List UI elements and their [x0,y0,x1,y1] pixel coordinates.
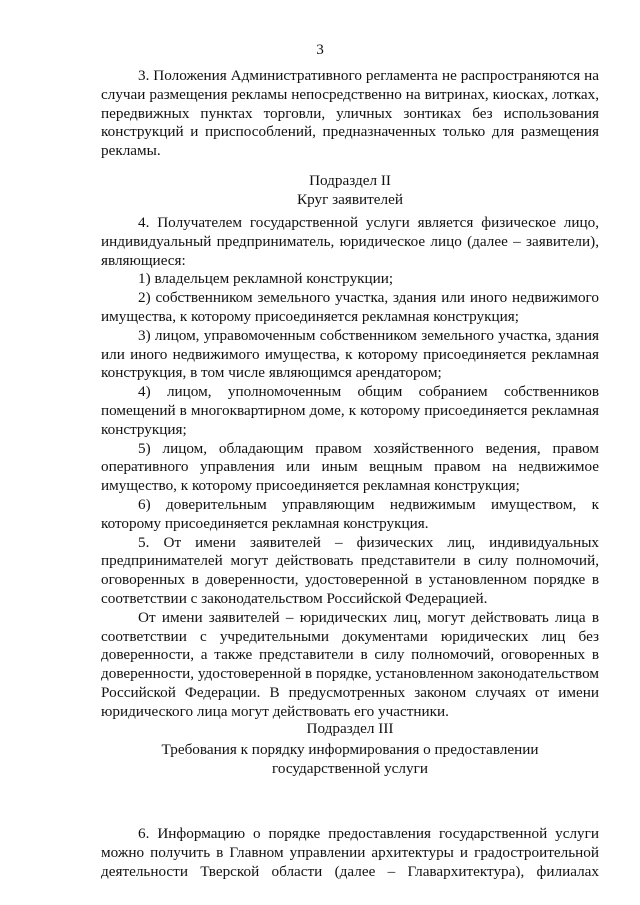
list-item-2: 2) собственником земельного участка, здания или иного недвижимого имущества, к которому присоединяется рекламная конструкция; [101,289,599,325]
paragraph-5: 5. От имени заявителей – физических лиц, индивидуальных предпринимателей могут действовать представители в силу полномочий, оговоренных в доверенности, удостоверенной в установленном порядке в соответствии с законодательством Российской Федерацией. [101,533,599,607]
list-item-6: 6) доверительным управляющим недвижимым имуществом, к которому присоединяется рекламная конструкция. [101,495,599,532]
paragraph-block-1 [101,67,599,161]
subsection-3-title: Подраздел III [306,720,394,737]
list-item-3: 3) лицом, управомоченным собственником земельного участка, здания или иного недвижимого имущества, к которому присоединяется рекламная конструкция, в том числе являющимся арендатором; [101,326,599,382]
paragraph-block-3 [101,825,599,881]
list-item-5: 5) лицом, обладающим правом хозяйственного ведения, правом оперативного управления или иным вещным правом на недвижимое имущество, к которому присоединяется рекламная конструкция; [101,439,599,495]
paragraph-4: 4. Получателем государственной услуги является физическое лицо, индивидуальный предприниматель, юридическое лицо (далее – заявители), являющиеся: [101,214,599,269]
page-number: 3 [316,41,324,58]
list-item-4: 4) лицом, уполномоченным общим собранием собственников помещений в многоквартирном доме, к которому присоединяется рекламная конструкция; [101,383,599,438]
paragraph-block-2 [101,214,599,722]
paragraph-5-continued: От имени заявителей – юридических лиц, могут действовать лица в соответствии с учредительными документами юридических лиц без доверенности, а также представители в силу полномочий, оговоренных в доверенности, удостоверенной в порядке, установленном законодательством Российской Федерации. В предусмотренных законом случаях от имени юридического лица могут действовать его участники. [101,608,599,720]
paragraph-6: 6. Информацию о порядке предоставления государственной услуги можно получить в Главном управлении архитектуры и градостроительной деятельности Тверской области (далее – Главархитектура), филиалах [101,825,599,880]
subsection-3-subtitle-line-1: Требования к порядку информирования о предоставлении [161,741,539,758]
subsection-2-title: Подраздел II [309,172,391,189]
list-item-1: 1) владельцем рекламной конструкции; [138,270,394,288]
subsection-2-subtitle: Круг заявителей [297,191,403,208]
subsection-3-subtitle-line-2: государственной услуги [272,760,428,777]
paragraph-3: 3. Положения Административного регламента не распространяются на случаи размещения рекламы непосредственно на витринах, киосках, лотках, передвижных пунктах торговли, уличных зонтиках без использования конструкций и приспособлений, предназначенных только для размещения рекламы. [101,67,599,160]
